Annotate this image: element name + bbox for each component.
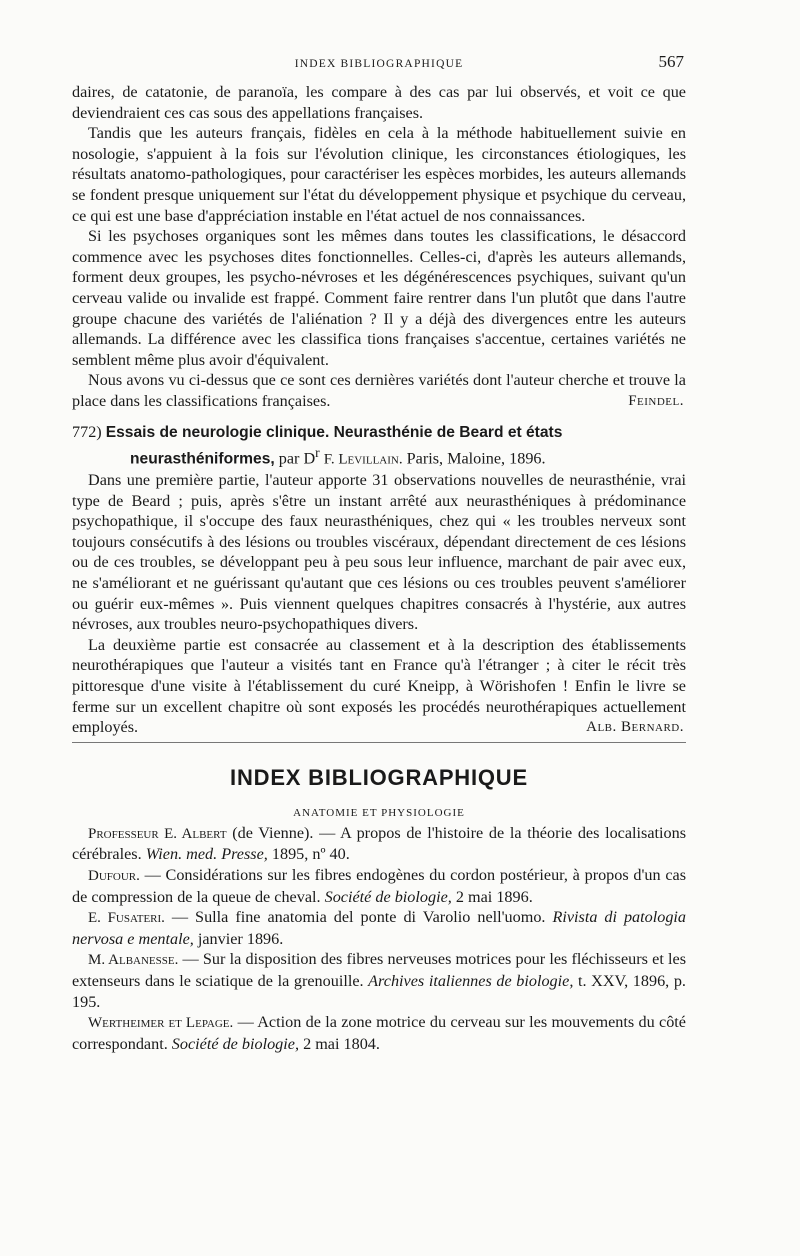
bib-tail: 2 mai 1804. <box>299 1034 380 1053</box>
bib-journal: Société de biologie, <box>171 1034 300 1053</box>
entry-title <box>72 422 686 471</box>
bib-tail: janvier 1896. <box>193 929 284 948</box>
bib-tail: t. XXV, 1896, p. 195. <box>72 971 686 1011</box>
running-head <box>72 52 686 82</box>
bibliographic-index <box>72 765 686 1055</box>
review-paragraph: Tandis que les auteurs français, fidèles en cela à la méthode habituellement suivie en nosologie, s'appuient à la fois sur l'évolution clinique, les circonstances étiologiques, les résultats anatomo-pathologiques, pour caractériser les espèces morbides, les auteurs allemands se fondent presque uniquement sur l'état du développement physique et psychique du cerveau, ce qui est une base d'appréciation instable en l'état actuel de nos connaissances. <box>72 124 686 225</box>
reviewer-signature: Feindel. <box>628 392 684 409</box>
entry-number: 772) <box>72 422 102 441</box>
bib-tail: 2 mai 1896. <box>451 887 533 906</box>
bib-author: Wertheimer et Lepage. <box>88 1015 234 1032</box>
entry-by: par D <box>278 449 316 468</box>
bib-journal: Rivista di patologia nervosa e mentale, <box>72 908 687 948</box>
review-paragraph: Nous avons vu ci-dessus que ce sont ces dernières variétés dont l'auteur cherche et trouve la place dans les classifications françaises. <box>72 371 686 410</box>
bib-tail: 1895, nº 40. <box>267 845 350 864</box>
bib-entry <box>72 865 686 907</box>
bib-author: M. Albanesse. <box>88 952 179 969</box>
bib-author: Dufour. <box>88 867 140 884</box>
bib-author: Professeur E. Albert <box>88 825 227 842</box>
entry-author: F. Levillain. <box>323 451 403 468</box>
entry-title-line2: neurasthéniformes, <box>130 450 275 468</box>
bib-text: — Sur la disposition des fibres nerveuses motrices pour les fléchisseurs et les extenseurs dans le sciatique de la grenouille. <box>72 950 686 990</box>
review-772 <box>72 422 686 743</box>
bib-journal: Wien. med. Presse, <box>145 845 268 864</box>
bib-entry <box>72 907 686 949</box>
page-number: 567 <box>658 52 684 71</box>
running-title: INDEX BIBLIOGRAPHIQUE <box>294 58 464 70</box>
index-subheading: ANATOMIE ET PHYSIOLOGIE <box>293 806 465 819</box>
bib-journal: Archives italiennes de biologie, <box>368 971 574 990</box>
review-paragraph: daires, de catatonie, de paranoïa, les compare à des cas par lui observés, et voit ce que deviendraient ces cas sous des appellations françaises. <box>72 83 686 122</box>
bib-text: — Action de la zone motrice du cerveau sur les mouvements du côté correspondant. <box>72 1013 686 1053</box>
text-column <box>72 52 686 1054</box>
entry-publisher: Paris, Maloine, 1896. <box>406 449 546 468</box>
bib-text: — Sulla fine anatomia del ponte di Varolio nell'uomo. <box>164 908 553 927</box>
bib-entry <box>72 823 686 865</box>
index-heading: INDEX BIBLIOGRAPHIQUE <box>230 764 528 790</box>
entry-by-sup: r <box>315 445 320 461</box>
bib-entry <box>72 1012 686 1054</box>
review-paragraph: Si les psychoses organiques sont les mêmes dans toutes les classifications, le désaccord commence avec les psychoses dites fonctionnelles. Celles-ci, d'après les auteurs allemands, forment deux groupes, les psycho-névroses et les dégénérescences psychiques, suivant qu'un cerveau valide ou invalide est frappé. Comment faire rentrer dans l'un plutôt que dans l'autre groupe chacune des variétés de l'aliénation ? Il y a déjà des divergences entre les auteurs allemands. La différence avec les classifica tions françaises s'accentue, certaines variétés ne semblent même plus avoir d'équivalent. <box>72 227 686 369</box>
bib-text: — Considérations sur les fibres endogènes du cordon postérieur, à propos d'un cas de compression de la queue de cheval. <box>72 865 686 906</box>
review-paragraph: Dans une première partie, l'auteur apporte 31 observations nouvelles de neurasthénie, vrai type de Beard ; puis, après s'être un instant arrêté aux neurasthéniques à prédominance psychopathique, il s'occupe des faux neurasthéniques, chez qui « les troubles nerveux sont toujours consécutifs à des lésions ou troubles viscéraux, dépendant directement de ces lésions ou de ces troubles, se développant peu à peu sous leur influence, marchant de pair avec eux, ne s'améliorant et ne guérissant qu'autant que ces lésions ou ces troubles peuvent s'améliorer ou guérir eux-mêmes ». Puis viennent quelques chapitres consacrés à l'hystérie, aux autres névroses, aux troubles neuro-psychopathiques divers. <box>72 471 686 634</box>
entry-title-line1: Essais de neurologie clinique. Neurasthénie de Beard et états <box>105 423 563 441</box>
section-divider <box>72 742 686 743</box>
reviewer-signature: Alb. Bernard. <box>586 719 684 736</box>
review-classifications <box>72 82 686 412</box>
bib-author: E. Fusateri. <box>88 910 165 927</box>
bib-journal: Société de biologie, <box>324 887 452 906</box>
bib-text: (de Vienne). — A propos de l'histoire de la théorie des localisations cérébrales. <box>72 823 686 864</box>
bib-entry <box>72 949 686 1012</box>
review-paragraph: La deuxième partie est consacrée au classement et à la description des établissements neurothérapiques que l'auteur a visités tant en France qu'à l'étranger ; à citer le récit très pittoresque d'une visite à l'établissement du curé Kneipp, à Wörishofen ! Enfin le livre se ferme sur un excellent chapitre où sont exposés les procédés neurothérapiques actuellement employés. <box>72 635 686 737</box>
